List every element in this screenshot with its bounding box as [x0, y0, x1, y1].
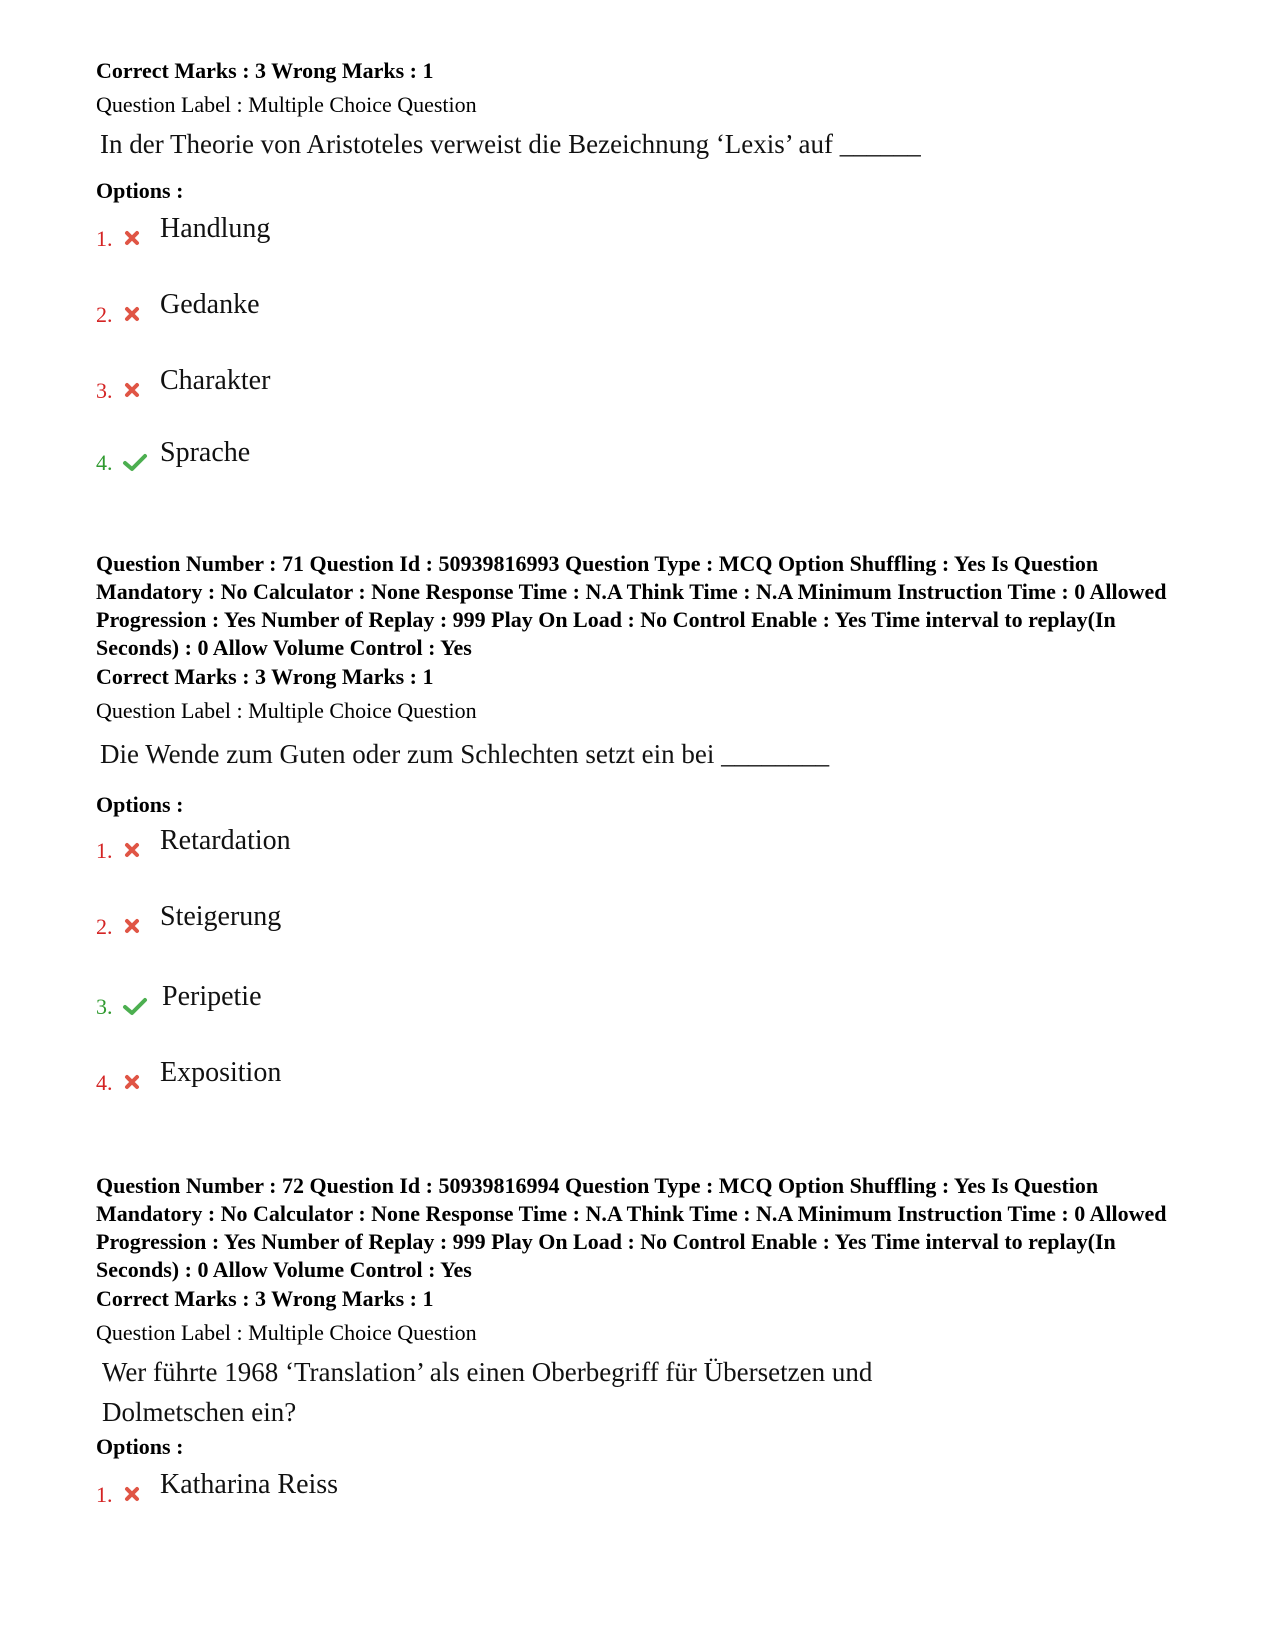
question-meta: Question Number : 72 Question Id : 50939816994 Question Type : MCQ Option Shuffling : Yes Is Question Mandatory : No Calculator : None Response Time : N.A Think Time : N.A Minimum Instruction Time : 0 Allowed Progression : Yes Number of Replay : 999 Play On Load : No Control Enable : Yes Time interval to replay(In Seconds) : 0 Allow Volume Control : Yes [96, 1173, 1167, 1282]
check-icon [122, 452, 148, 472]
cross-icon [122, 304, 142, 324]
correct-wrong-marks: Correct Marks : 3 Wrong Marks : 1 [96, 1286, 434, 1311]
option-text: Exposition [160, 1057, 282, 1088]
option-1 [96, 824, 696, 864]
option-number: 2. [96, 302, 113, 327]
question-text: Die Wende zum Guten oder zum Schlechten setzt ein bei ________ [100, 739, 830, 769]
option-number: 3. [96, 378, 113, 403]
question-text-line: Wer führte 1968 ‘Translation’ als einen Oberbegriff für Übersetzen und [102, 1357, 873, 1387]
option-1 [96, 1468, 696, 1508]
question-meta: Question Number : 71 Question Id : 50939816993 Question Type : MCQ Option Shuffling : Yes Is Question Mandatory : No Calculator : None Response Time : N.A Think Time : N.A Minimum Instruction Time : 0 Allowed Progression : Yes Number of Replay : 999 Play On Load : No Control Enable : Yes Time interval to replay(In Seconds) : 0 Allow Volume Control : Yes [96, 551, 1167, 660]
option-number: 4. [96, 1070, 113, 1095]
cross-icon [122, 840, 142, 860]
options-heading: Options : [96, 1434, 184, 1459]
correct-wrong-marks: Correct Marks : 3 Wrong Marks : 1 [96, 664, 434, 689]
question-text [102, 1352, 1192, 1432]
question-label: Question Label : Multiple Choice Question [96, 698, 477, 723]
cross-icon [122, 228, 142, 248]
option-number: 1. [96, 838, 113, 863]
option-number: 3. [96, 994, 113, 1019]
option-number: 1. [96, 226, 113, 251]
options-heading: Options : [96, 178, 184, 203]
option-text: Handlung [160, 213, 271, 244]
option-2 [96, 900, 696, 940]
question-label: Question Label : Multiple Choice Question [96, 1320, 477, 1345]
option-3 [96, 980, 696, 1020]
option-3 [96, 364, 696, 404]
option-2 [96, 288, 696, 328]
cross-icon [122, 1072, 142, 1092]
question-text-line: Dolmetschen ein? [102, 1397, 297, 1427]
option-1 [96, 212, 696, 252]
option-number: 4. [96, 450, 113, 475]
option-text: Gedanke [160, 289, 260, 320]
option-text: Charakter [160, 365, 271, 396]
check-icon [122, 996, 148, 1016]
option-text: Steigerung [160, 901, 282, 932]
option-number: 2. [96, 914, 113, 939]
correct-wrong-marks: Correct Marks : 3 Wrong Marks : 1 [96, 58, 434, 83]
cross-icon [122, 916, 142, 936]
option-4 [96, 1056, 696, 1096]
option-text: Retardation [160, 825, 291, 856]
option-4 [96, 436, 696, 476]
options-heading: Options : [96, 792, 184, 817]
option-text: Katharina Reiss [160, 1469, 339, 1500]
option-text: Sprache [160, 437, 251, 468]
option-number: 1. [96, 1482, 113, 1507]
option-text: Peripetie [162, 981, 262, 1012]
question-label: Question Label : Multiple Choice Question [96, 92, 477, 117]
cross-icon [122, 1484, 142, 1504]
question-text: In der Theorie von Aristoteles verweist die Bezeichnung ‘Lexis’ auf ______ [100, 129, 921, 159]
cross-icon [122, 380, 142, 400]
